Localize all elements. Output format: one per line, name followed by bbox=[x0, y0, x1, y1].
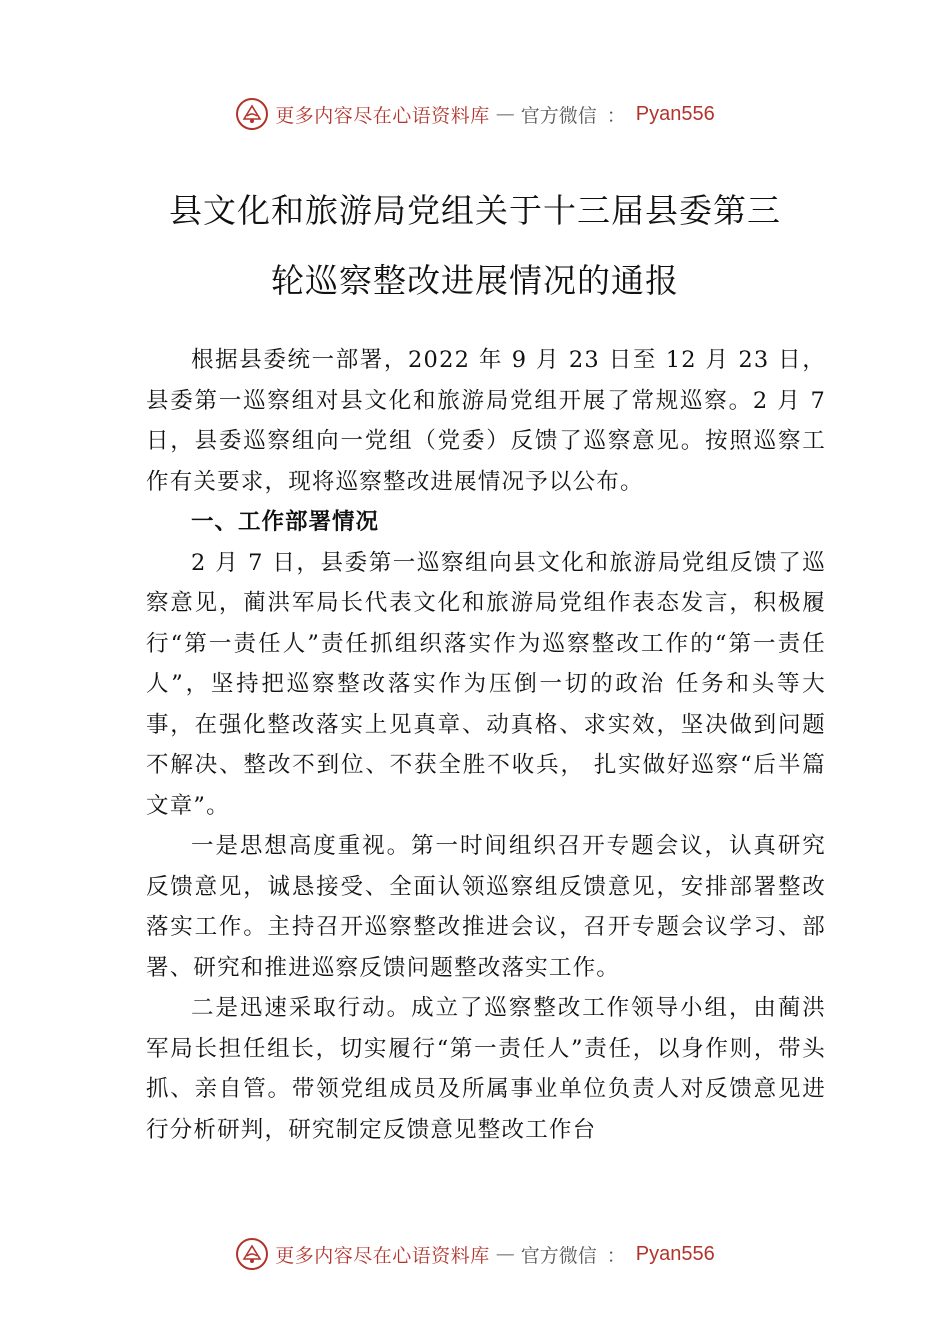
banner-text: 更多内容尽在心语资料库 bbox=[275, 104, 490, 127]
book-logo-icon bbox=[235, 97, 269, 131]
title-line-1: 县文化和旅游局党组关于十三届县委第三 bbox=[169, 191, 781, 230]
header-banner bbox=[0, 92, 950, 136]
banner-wechat-label: 官方微信 bbox=[520, 104, 597, 127]
banner-wechat-label: 官方微信 bbox=[520, 1244, 597, 1267]
book-logo-icon bbox=[235, 1237, 269, 1271]
paragraph-point-one: 一是思想高度重视。第一时间组织召开专题会议，认真研究反馈意见，诚恳接受、全面认领巡察组反馈意见，安排部署整改落实工作。主持召开巡察整改推进会议，召开专题会议学习、部署、研究和推进巡察反馈问题整改落实工作。 bbox=[146, 833, 826, 981]
banner-colon: ： bbox=[606, 1244, 626, 1267]
banner-separator: — bbox=[495, 1243, 515, 1265]
title-line-2: 轮巡察整改进展情况的通报 bbox=[271, 261, 679, 300]
banner-separator: — bbox=[495, 103, 515, 125]
footer-banner bbox=[0, 1232, 950, 1276]
section-heading-1: 一、工作部署情况 bbox=[191, 509, 380, 535]
paragraph-work-deployment: 2 月 7 日，县委第一巡察组向县文化和旅游局党组反馈了巡察意见，蔺洪军局长代表文化和旅游局党组作表态发言，积极履行“第一责任人”责任抓组织落实作为巡察整改工作的“第一责任人”，坚持把巡察整改落实作为压倒一切的政治 任务和头等大事，在强化整改落实上见真章、动真格、求实效，坚决做到问题不解决、整改不到位、不获全胜不收兵， 扎实做好巡察“后半篇文章”。 bbox=[146, 549, 826, 819]
banner-wechat-id: Pyan556 bbox=[635, 1242, 715, 1265]
document-title bbox=[95, 176, 855, 316]
banner-colon: ： bbox=[606, 104, 626, 127]
document-body bbox=[146, 340, 826, 1150]
paragraph-point-two: 二是迅速采取行动。成立了巡察整改工作领导小组，由蔺洪军局长担任组长，切实履行“第一责任人”责任，以身作则，带头抓、亲自管。带领党组成员及所属事业单位负责人对反馈意见进行分析研判，研究制定反馈意见整改工作台 bbox=[146, 995, 826, 1143]
banner-text: 更多内容尽在心语资料库 bbox=[275, 1244, 490, 1267]
paragraph-intro: 根据县委统一部署，2022 年 9 月 23 日至 12 月 23 日，县委第一巡察组对县文化和旅游局党组开展了常规巡察。2 月 7 日，县委巡察组向一党组（党委）反馈了巡察意见。按照巡察工作有关要求，现将巡察整改进展情况予以公布。 bbox=[146, 347, 826, 495]
banner-wechat-id: Pyan556 bbox=[635, 102, 715, 125]
